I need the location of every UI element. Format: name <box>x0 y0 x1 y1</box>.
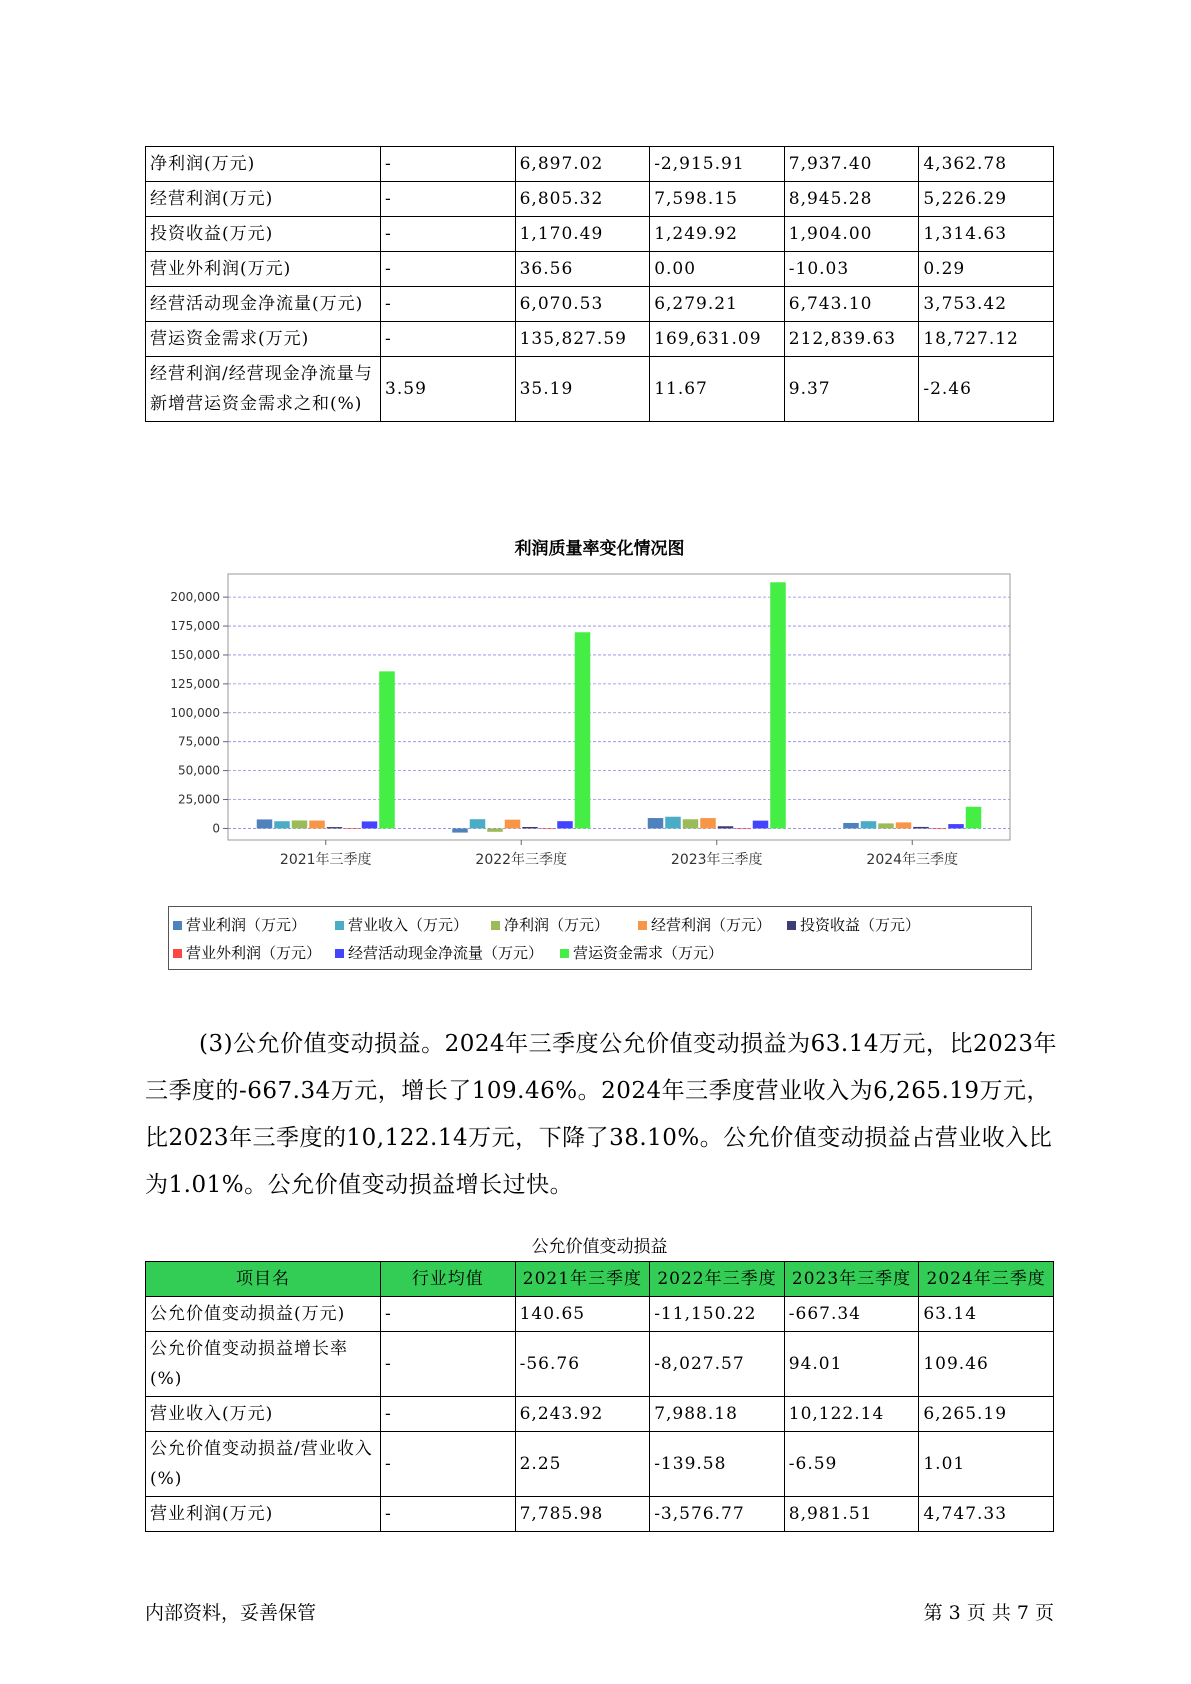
legend-swatch <box>173 921 182 930</box>
bar <box>843 823 859 828</box>
table-cell: - <box>381 217 516 252</box>
table-cell: 6,070.53 <box>515 287 650 322</box>
header-2023q3: 2023年三季度 <box>784 1262 919 1297</box>
table-cell: 经营利润/经营现金净流量与新增营运资金需求之和(%) <box>146 357 381 422</box>
table-cell: 1.01 <box>919 1432 1054 1497</box>
table-cell: - <box>381 322 516 357</box>
table-cell: 0.00 <box>650 252 785 287</box>
table-row <box>146 357 1054 422</box>
table-cell: 36.56 <box>515 252 650 287</box>
table-cell: 6,805.32 <box>515 182 650 217</box>
table-cell: - <box>381 1397 516 1432</box>
table-cell: 1,314.63 <box>919 217 1054 252</box>
table-cell: 1,170.49 <box>515 217 650 252</box>
table-cell: - <box>381 287 516 322</box>
bar <box>648 818 664 828</box>
bar <box>379 671 395 828</box>
table-cell: 营业外利润(万元) <box>146 252 381 287</box>
table-cell: 公允价值变动损益(万元) <box>146 1297 381 1332</box>
bar <box>718 826 734 828</box>
plot-area <box>228 574 1010 840</box>
table-cell: 公允价值变动损益增长率(%) <box>146 1332 381 1397</box>
y-tick-label: 25,000 <box>178 792 220 807</box>
table-cell: 公允价值变动损益/营业收入(%) <box>146 1432 381 1497</box>
table-cell: 6,897.02 <box>515 147 650 182</box>
table-row <box>146 1397 1054 1432</box>
table-row <box>146 252 1054 287</box>
bar <box>683 819 699 828</box>
header-2024q3: 2024年三季度 <box>919 1262 1054 1297</box>
bar <box>540 828 556 829</box>
chart-legend <box>168 906 1032 970</box>
bar <box>966 807 982 829</box>
bar <box>487 828 503 831</box>
bar <box>344 828 360 829</box>
bar <box>505 820 521 829</box>
table-cell: - <box>381 1497 516 1532</box>
legend-swatch <box>560 949 569 958</box>
y-tick-label: 200,000 <box>170 590 220 605</box>
table-cell: 212,839.63 <box>784 322 919 357</box>
bar <box>575 632 591 828</box>
table-cell: 18,727.12 <box>919 322 1054 357</box>
table-cell: 6,279.21 <box>650 287 785 322</box>
legend-swatch <box>335 949 344 958</box>
table-cell: -667.34 <box>784 1297 919 1332</box>
table-cell: -10.03 <box>784 252 919 287</box>
y-tick-label: 75,000 <box>178 734 220 749</box>
table-cell: 7,937.40 <box>784 147 919 182</box>
table-cell: - <box>381 1432 516 1497</box>
table-cell: 94.01 <box>784 1332 919 1397</box>
bar <box>700 818 716 828</box>
table-cell: 1,904.00 <box>784 217 919 252</box>
y-tick-label: 175,000 <box>170 619 220 634</box>
table-row <box>146 322 1054 357</box>
table-cell: 109.46 <box>919 1332 1054 1397</box>
table-cell: 7,785.98 <box>515 1497 650 1532</box>
table-cell: -3,576.77 <box>650 1497 785 1532</box>
table-cell: 1,249.92 <box>650 217 785 252</box>
table-cell: 135,827.59 <box>515 322 650 357</box>
table-cell: - <box>381 1297 516 1332</box>
table-caption: 公允价值变动损益 <box>531 1237 668 1257</box>
table-cell: 8,981.51 <box>784 1497 919 1532</box>
header-2022q3: 2022年三季度 <box>650 1262 785 1297</box>
table-cell: 经营活动现金净流量(万元) <box>146 287 381 322</box>
legend-label: 投资收益（万元） <box>800 916 921 934</box>
table-cell: -11,150.22 <box>650 1297 785 1332</box>
bar <box>362 821 378 828</box>
bar <box>257 819 273 828</box>
table-cell: - <box>381 147 516 182</box>
table-cell: 140.65 <box>515 1297 650 1332</box>
bar <box>309 821 325 829</box>
x-tick-label: 2024年三季度 <box>866 852 959 868</box>
fair-value-table <box>145 1261 1054 1532</box>
table-cell: - <box>381 252 516 287</box>
table-cell: 0.29 <box>919 252 1054 287</box>
legend-swatch <box>335 921 344 930</box>
legend-label: 经营利润（万元） <box>651 916 772 934</box>
chart-title: 利润质量率变化情况图 <box>514 539 685 559</box>
table-cell: 6,243.92 <box>515 1397 650 1432</box>
table-cell: 3.59 <box>381 357 516 422</box>
table-cell: 10,122.14 <box>784 1397 919 1432</box>
table-cell: 7,988.18 <box>650 1397 785 1432</box>
bar <box>557 821 573 828</box>
legend-label: 营运资金需求（万元） <box>573 944 724 962</box>
x-tick-label: 2023年三季度 <box>670 852 763 868</box>
table-row <box>146 1332 1054 1397</box>
bar <box>327 827 343 828</box>
bar <box>292 820 308 828</box>
header-item-name: 项目名 <box>146 1262 381 1297</box>
legend-label: 营业外利润（万元） <box>186 944 322 962</box>
legend-label: 营业利润（万元） <box>186 916 307 934</box>
table-cell: - <box>381 1332 516 1397</box>
table-cell: 6,265.19 <box>919 1397 1054 1432</box>
table-row <box>146 147 1054 182</box>
table-cell: 6,743.10 <box>784 287 919 322</box>
table-row <box>146 287 1054 322</box>
bar <box>861 821 877 828</box>
profit-quality-bar-chart <box>160 566 1020 876</box>
bar <box>770 582 786 828</box>
y-tick-label: 100,000 <box>170 705 220 720</box>
table-cell: 11.67 <box>650 357 785 422</box>
bar <box>274 821 290 828</box>
table-cell: 9.37 <box>784 357 919 422</box>
table-cell: 7,598.15 <box>650 182 785 217</box>
profit-quality-table-body <box>146 147 1054 422</box>
footer-page-number: 第 3 页 共 7 页 <box>923 1602 1054 1624</box>
x-tick-label: 2022年三季度 <box>475 852 568 868</box>
table-cell: -2.46 <box>919 357 1054 422</box>
table-cell: -2,915.91 <box>650 147 785 182</box>
header-industry-avg: 行业均值 <box>381 1262 516 1297</box>
table-row <box>146 1432 1054 1497</box>
table-cell: 169,631.09 <box>650 322 785 357</box>
table-cell: 35.19 <box>515 357 650 422</box>
table-cell: 4,747.33 <box>919 1497 1054 1532</box>
x-tick-label: 2021年三季度 <box>279 852 372 868</box>
table-cell: -6.59 <box>784 1432 919 1497</box>
y-tick-label: 0 <box>212 821 220 836</box>
legend-swatch <box>491 921 500 930</box>
bar <box>896 822 912 828</box>
table-cell: 63.14 <box>919 1297 1054 1332</box>
table-cell: -8,027.57 <box>650 1332 785 1397</box>
bar <box>948 824 964 828</box>
table-cell: 4,362.78 <box>919 147 1054 182</box>
bar <box>665 817 681 829</box>
bar <box>931 828 947 829</box>
legend-label: 营业收入（万元） <box>348 916 469 934</box>
table-cell: 5,226.29 <box>919 182 1054 217</box>
table-cell: 3,753.42 <box>919 287 1054 322</box>
table-cell: 8,945.28 <box>784 182 919 217</box>
table-row <box>146 1297 1054 1332</box>
table-cell: 营运资金需求(万元) <box>146 322 381 357</box>
bar <box>878 823 894 828</box>
table-row <box>146 1497 1054 1532</box>
y-tick-label: 150,000 <box>170 647 220 662</box>
bar <box>522 827 538 828</box>
y-tick-label: 125,000 <box>170 676 220 691</box>
profit-quality-table <box>145 146 1054 422</box>
table-cell: 2.25 <box>515 1432 650 1497</box>
table-cell: -56.76 <box>515 1332 650 1397</box>
table-cell: 营业收入(万元) <box>146 1397 381 1432</box>
bar <box>470 819 486 828</box>
legend-swatch <box>787 921 796 930</box>
table-cell: 经营利润(万元) <box>146 182 381 217</box>
fair-value-table-body <box>146 1297 1054 1532</box>
table-cell: 营业利润(万元) <box>146 1497 381 1532</box>
table-header-row <box>146 1262 1054 1297</box>
table-cell: - <box>381 182 516 217</box>
table-row <box>146 182 1054 217</box>
legend-label: 经营活动现金净流量（万元） <box>348 944 544 962</box>
table-cell: 投资收益(万元) <box>146 217 381 252</box>
legend-swatch <box>638 921 647 930</box>
legend-swatch <box>173 949 182 958</box>
bar <box>735 828 751 829</box>
bar <box>753 821 769 829</box>
table-cell: -139.58 <box>650 1432 785 1497</box>
fair-value-paragraph: (3)公允价值变动损益。2024年三季度公允价值变动损益为63.14万元，比2023年三季度的-667.34万元，增长了109.46%。2024年三季度营业收入为6,265.19万元，比2023年三季度的10,122.14万元，下降了38.10%。公允价值变动损益占营业收入比为1.01%。公允价值变动损益增长过快。 <box>145 1031 1057 1198</box>
table-row <box>146 217 1054 252</box>
legend-label: 净利润（万元） <box>504 916 610 934</box>
bar <box>452 828 468 832</box>
bar <box>913 827 929 829</box>
y-tick-label: 50,000 <box>178 763 220 778</box>
table-cell: 净利润(万元) <box>146 147 381 182</box>
header-2021q3: 2021年三季度 <box>515 1262 650 1297</box>
footer-confidential-note: 内部资料，妥善保管 <box>145 1602 317 1624</box>
